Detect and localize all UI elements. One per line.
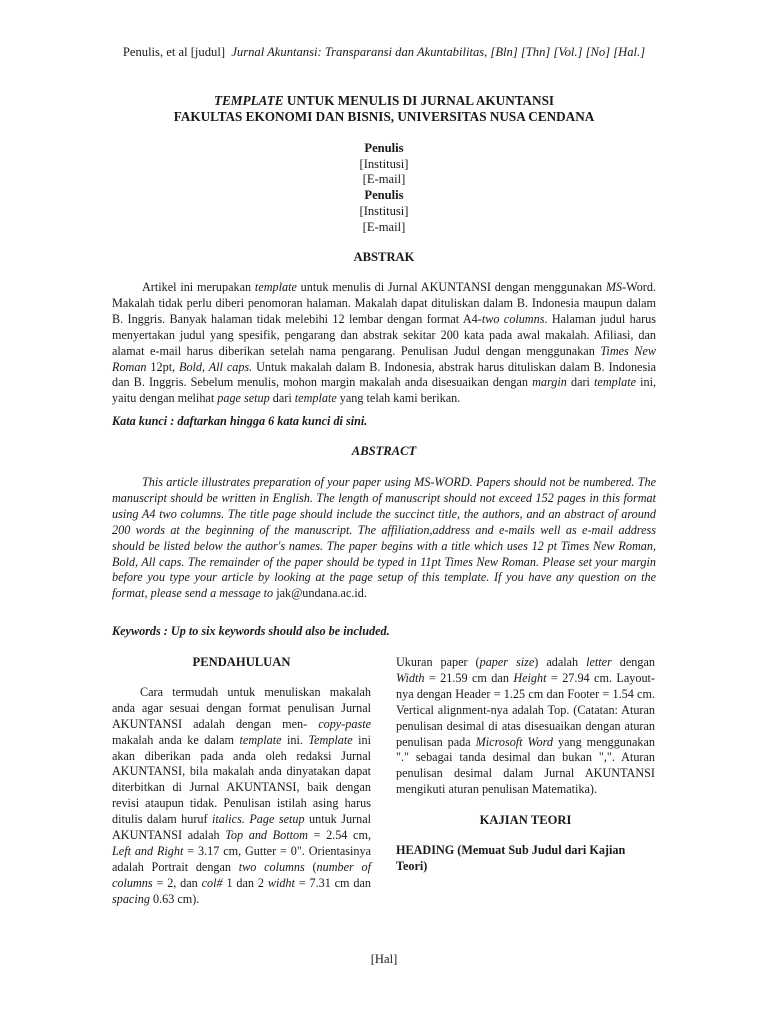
abstrak-text: template bbox=[294, 391, 337, 406]
body-text: copy-paste bbox=[318, 716, 371, 731]
right-column bbox=[396, 655, 655, 875]
abstrak-text: template bbox=[594, 375, 636, 390]
abstrak-text: Bold, All caps. bbox=[179, 359, 253, 374]
body-text: yang menggunakan "." sebagai tanda desimal dan bukan ",". Aturan penulisan desimal dalam Jurnal AKUNTANSI mengikuti aturan penulisan Matematika). bbox=[396, 734, 655, 797]
body-text: makalah anda ke dalam bbox=[112, 732, 240, 747]
body-text: widht bbox=[267, 875, 295, 890]
body-text: ini akan diberikan pada anda oleh redaksi Jurnal AKUNTANSI, bila makalah anda dinyatakan dapat diterbitkan di Jurnal AKUNTANSI, baik dengan revisi ataupun tidak. Penulisan istilah asing harus ditulis dalam huruf bbox=[112, 732, 371, 827]
body-text: = 2.54 cm, bbox=[307, 828, 371, 843]
body-text: col# bbox=[201, 875, 223, 890]
abstrak-text: Artikel ini merupakan bbox=[142, 280, 255, 294]
body-text: Ukuran paper ( bbox=[396, 655, 480, 669]
author-email: [E-mail] bbox=[362, 219, 406, 234]
body-text: letter bbox=[586, 655, 612, 669]
abstract-text: This article illustrates preparation of your paper using MS-WORD. Papers should not be numbered. The manuscript should be written in English. The length of manuscript should not exceed 152 pages in this format using A4 two columns. The title page should include the succinct title, the authors, and an abstract of around 200 words at the beginning of the manuscript. The affiliation,address and e-mails well as e-mail address should be listed below the author's names. The paper begins with a title which uses 12 pt Times New Roman, Bold, All caps. The remainder of the paper should be typed in 11pt Times New Roman. Please set your margin before you type your article by looking at the page setup of this template. If you have any question on the format, please send a message to bbox=[112, 475, 656, 601]
body-text: number of columns bbox=[112, 859, 371, 890]
abstrak-text: dari bbox=[269, 391, 295, 406]
body-text: Height bbox=[513, 670, 547, 685]
abstrak-text: Untuk makalah dalam B. Indonesia, abstrak harus dituliskan dalam B. Indonesia dan B. Inggris. Sebelum menulis, mohon margin makalah anda disesuaikan dengan bbox=[112, 359, 656, 390]
body-text: ( bbox=[304, 859, 317, 874]
abstrak-text: Word. Makalah tidak perlu diberi penomoran halaman. Makalah dapat dituliskan dalam B. Indonesia maupun dalam B. Inggris. Banyak halaman tidak melebihi 12 lembar dengan format A4- bbox=[112, 280, 656, 326]
abstrak-text: dari bbox=[566, 375, 595, 390]
body-text: dengan bbox=[611, 655, 655, 669]
author-name: Penulis bbox=[364, 141, 404, 155]
abstrak-text: Times New Roman bbox=[112, 343, 656, 374]
pendahuluan-paragraph bbox=[112, 685, 371, 908]
running-header bbox=[112, 45, 656, 60]
author-institution: [Institusi] bbox=[359, 203, 409, 218]
body-text: untuk Jurnal AKUNTANSI adalah bbox=[112, 812, 372, 843]
author-block bbox=[200, 141, 568, 235]
body-text: Top and Bottom bbox=[225, 828, 308, 843]
kajian-teori-heading: KAJIAN TEORI bbox=[479, 813, 572, 828]
abstrak-text: page setup bbox=[217, 391, 270, 406]
body-text: template bbox=[239, 732, 282, 747]
body-text: = 2, dan bbox=[152, 875, 202, 890]
body-text: paper size bbox=[479, 655, 535, 669]
body-text: = 27.94 cm. Layout-nya dengan Header = 1.25 cm dan Footer = 1.54 cm. Vertical alignment-nya adalah Top. (Catatan: Aturan penulisan desimal di atas disesuaikan dengan aturan penulisan pada bbox=[396, 670, 655, 749]
body-text: 0.63 cm). bbox=[149, 891, 200, 906]
abstract-paragraph bbox=[112, 475, 656, 602]
author-name: Penulis bbox=[364, 188, 404, 203]
keywords: Keywords : Up to six keywords should also be included. bbox=[112, 624, 390, 638]
body-text: two columns bbox=[238, 859, 305, 874]
abstrak-text: margin bbox=[532, 375, 567, 390]
body-text: = 3.17 cm, Gutter = 0". Orientasinya adalah Portrait dengan bbox=[112, 843, 371, 874]
abstrak-paragraph bbox=[112, 280, 656, 407]
subheading: HEADING (Memuat Sub Judul dari Kajian Teori) bbox=[396, 843, 626, 873]
abstrak-text: two columns bbox=[481, 311, 545, 326]
abstrak-text: untuk menulis di Jurnal AKUNTANSI dengan menggunakan bbox=[296, 280, 606, 294]
author-institution: [Institusi] bbox=[359, 156, 409, 171]
abstrak-text: . Halaman judul harus menyertakan judul yang spesifik, pengarang dan abstrak sekitar 200 kata pada awal makalah. Afiliasi, dan alamat e-mail harus diberikan setelah nama pengarang. Penulisan Judul dengan menggunakan bbox=[112, 311, 656, 358]
body-text: Microsoft Word bbox=[475, 734, 554, 749]
header-authors: Penulis, et al [judul] bbox=[122, 45, 226, 59]
body-text: Left and Right bbox=[112, 843, 184, 858]
body-text: ) adalah bbox=[534, 655, 587, 669]
body-text: Template bbox=[308, 732, 353, 747]
title-line-2: FAKULTAS EKONOMI DAN BISNIS, UNIVERSITAS NUSA CENDANA bbox=[173, 109, 595, 124]
body-text: ini. bbox=[281, 732, 309, 747]
body-text: spacing bbox=[112, 891, 150, 906]
author-email: [E-mail] bbox=[362, 172, 406, 187]
abstrak-text: template bbox=[254, 280, 297, 294]
body-text: = 7.31 cm dan bbox=[294, 875, 371, 890]
pendahuluan-heading: PENDAHULUAN bbox=[192, 655, 291, 669]
body-text: Width bbox=[396, 670, 425, 685]
body-text: Cara termudah untuk menuliskan makalah anda agar sesuai dengan format penulisan Jurnal AKUNTANSI adalah dengan men- bbox=[112, 684, 371, 731]
paper-title bbox=[100, 93, 668, 125]
abstrak-text: 12pt, bbox=[146, 359, 179, 374]
page-number: [Hal] bbox=[370, 952, 398, 966]
abstrak-heading: ABSTRAK bbox=[353, 250, 415, 264]
title-line-1 bbox=[100, 93, 668, 109]
paper-size-paragraph bbox=[396, 655, 655, 798]
abstrak-text: ini, yaitu dengan melihat bbox=[112, 375, 657, 406]
body-text: italics. Page setup bbox=[212, 812, 305, 827]
body-text: = 21.59 cm dan bbox=[424, 670, 514, 685]
abstrak-text: yang telah kami berikan. bbox=[336, 391, 461, 406]
title-line-1-rest: UNTUK MENULIS DI JURNAL AKUNTANSI bbox=[283, 93, 555, 108]
contact-email: jak@undana.ac.id. bbox=[276, 586, 367, 601]
left-column bbox=[112, 655, 371, 908]
abstract-heading: ABSTRACT bbox=[351, 444, 417, 458]
abstrak-text: MS- bbox=[605, 280, 627, 294]
header-journal: Jurnal Akuntansi: Transparansi dan Akuntabilitas, [Bln] [Thn] [Vol.] [No] [Hal.] bbox=[231, 45, 646, 59]
body-text: 1 dan 2 bbox=[222, 875, 268, 890]
title-template-word: TEMPLATE bbox=[213, 93, 284, 108]
kata-kunci: Kata kunci : daftarkan hingga 6 kata kunci di sini. bbox=[112, 414, 368, 428]
